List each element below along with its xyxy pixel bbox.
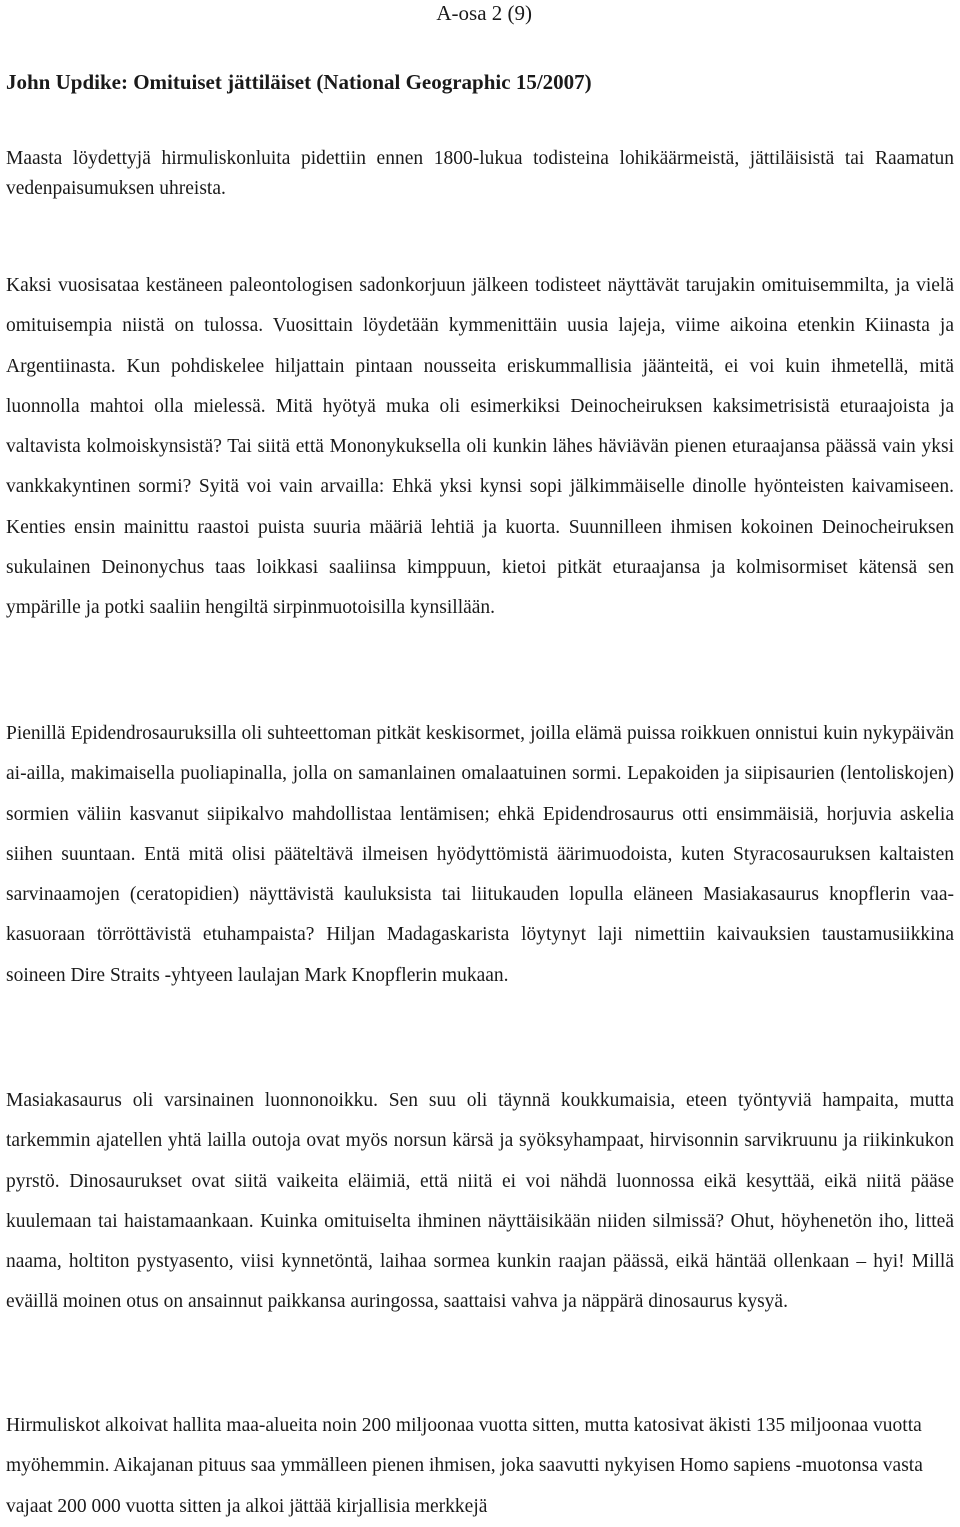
article-title: John Updike: Omituiset jättiläiset (National Geographic 15/2007) (6, 70, 592, 94)
body-paragraph-4: Hirmuliskot alkoivat hallita maa-alueita noin 200 miljoonaa vuotta sitten, mutta katosivat äkisti 135 miljoonaa vuotta myöhemmin. Aikajanan pituus saa ymmälleen pienen ihmisen, joka saavutti nykyisen Homo sapiens -muotonsa vasta vajaat 200 000 vuotta sitten ja alkoi jättää kirjallisia merkkejä (6, 1415, 923, 1517)
section-header: A-osa 2 (9) (436, 1, 532, 25)
intro-paragraph: Maasta löydettyjä hirmuliskonluita pidettiin ennen 1800-lukua todisteina lohikäärmeistä, jättiläisistä tai Raamatun vedenpaisumuksen uhreista. (6, 148, 954, 199)
body-paragraph-3: Masiakasaurus oli varsinainen luonnonoikku. Sen suu oli täynnä koukkumaisia, eteen työntyviä hampaita, mutta tarkemmin ajatellen yhtä lailla outoja ovat myös norsun kärsä ja syöksyhampaat, hirvisonnin sarvikruunu ja riikinkukon pyrstö. Dinosaurukset ovat siitä vaikeita eläimiä, että niitä ei voi nähdä luonnossa eikä kesyttää, eikä niitä pääse kuulemaan tai haistamaankaan. Kuinka omituiselta ihminen näyttäisikään niiden silmissä? Ohut, höyhenetön iho, litteä naama, holtiton pystyasento, viisi kynnetöntä, laihaa sormea kunkin raajan päässä, eikä häntää ollenkaan – hyi! Millä eväillä moinen otus on ansainnut paikkansa auringossa, saattaisi vahva ja näppärä dinosaurus kysyä. (6, 1090, 954, 1313)
body-paragraph-2: Pienillä Epidendrosauruksilla oli suhteettoman pitkät keskisormet, joilla elämä puissa roikkuen onnistui kuin nykypäivän ai-ailla, makimaisella puoliapinalla, jolla on samanlainen omalaatuinen sormi. Lepakoiden ja siipisaurien (lentoliskojen) sormien väliin kasvanut siipikalvo mahdollistaa lentämisen; ehkä Epidendrosaurus otti ensimmäisiä, horjuvia askelia siihen suuntaan. Entä mitä olisi pääteltävä ilmeisen hyödyttömistä äärimuodoista, kuten Styracosauruksen kaltaisten sarvinaamojen (ceratopidien) näyttävistä kauluksista tai liitukauden lopulla eläneen Masiakasaurus knopflerin vaakasuoraan törröttävistä etuhampaista? Hiljan Madagaskarista löytynyt laji nimettiin kaivauksien taustamusiikkina soineen Dire Straits -yhtyeen laulajan Mark Knopflerin mukaan. (6, 723, 954, 986)
body-paragraph-1: Kaksi vuosisataa kestäneen paleontologisen sadonkorjuun jälkeen todisteet näyttävät tarujakin omituisemmilta, ja vielä omituisempia niistä on tulossa. Vuosittain löydetään kymmenittäin uusia lajeja, viime aikoina etenkin Kiinasta ja Argentiinasta. Kun pohdiskelee hiljattain pintaan nousseita eriskummallisia jäänteitä, ei voi kuin ihmetellä, mitä luonnolla mahtoi olla mielessä. Mitä hyötyä muka oli esimerkiksi Deinocheiruksen kaksimetrisistä eturaajoista ja valtavista kolmoiskynsistä? Tai siitä että Mononykuksella oli kunkin lähes häviävän pienen eturaajansa päässä vain yksi vankkakyntinen sormi? Syitä voi vain arvailla: Ehkä yksi kynsi sopi jälkimmäiselle dinolle hyönteisten kaivamiseen. Kenties ensin mainittu raastoi puista suuria määriä lehtiä ja kuorta. Suunnilleen ihmisen kokoinen Deinocheiruksen sukulainen Deinonychus taas loikkasi saaliinsa kimppuun, kietoi pitkät eturaajansa ja kolmisormiset kätensä sen ympärille ja potki saaliin hengiltä sirpinmuotoisilla kynsillään. (6, 275, 954, 619)
